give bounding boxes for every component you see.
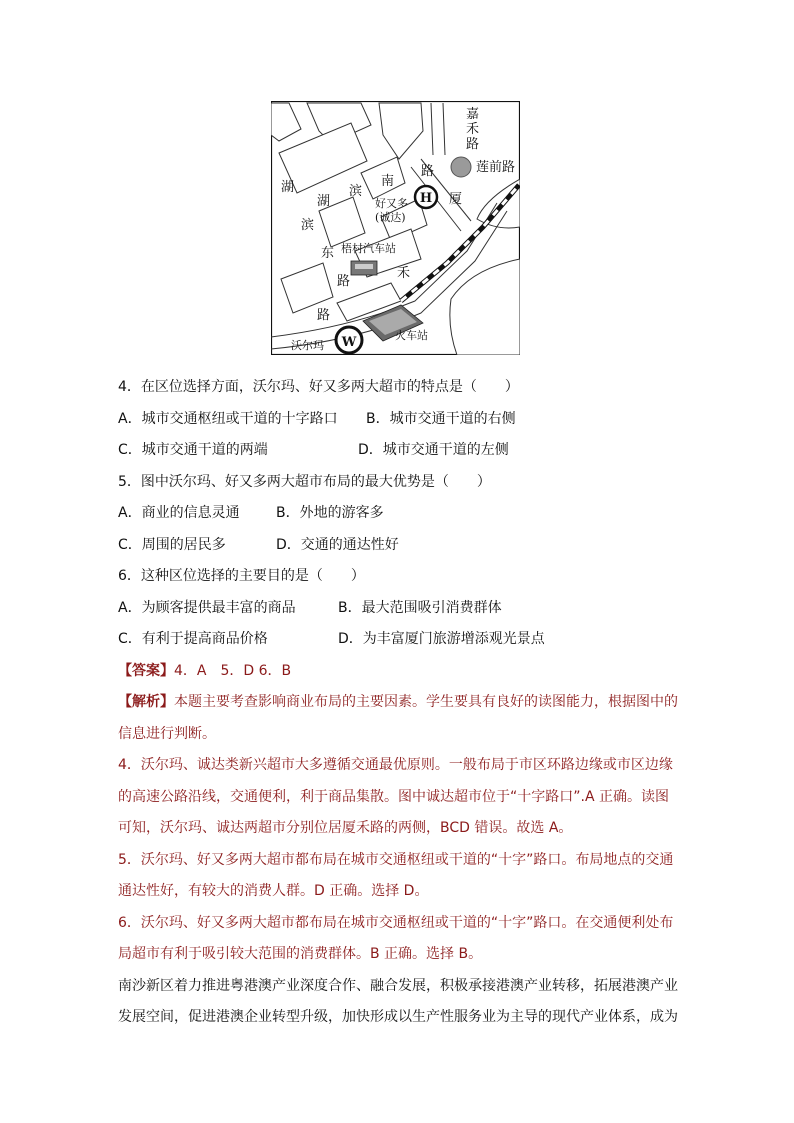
label-bin-top: 滨 <box>349 184 363 199</box>
next-passage: 南沙新区着力推进粤港澳产业深度合作、融合发展，积极承接港澳产业转移，拓展港澳产业发展空间，促进港澳企业转型升级，加快形成以生产性服务业为主导的现代产业体系，成为 <box>118 977 678 1025</box>
label-hu-left: 湖 <box>281 180 295 195</box>
label-lu-left: 路 <box>337 274 351 289</box>
label-xia: 厦 <box>449 192 463 207</box>
label-train-station: 火车站 <box>395 329 428 342</box>
w-marker-letter: W <box>341 335 357 350</box>
question-5-options-row-1 <box>118 498 678 530</box>
option-5d[interactable]: D．交通的通达性好 <box>276 536 399 553</box>
option-5a[interactable]: A．商业的信息灵通 <box>118 505 240 521</box>
label-nan: 南 <box>381 174 395 189</box>
city-map <box>271 101 520 355</box>
question-4-options-row-2 <box>118 435 678 467</box>
label-wucun-bus-station: 梧村汽车站 <box>341 242 396 255</box>
answer-text: 4．A 5．D 6．B <box>174 662 292 679</box>
option-5c[interactable]: C．周围的居民多 <box>118 536 226 553</box>
analysis-question-4: 4．沃尔玛、诚达类新兴超市大多遵循交通最优原则。一般布局于市区环路边缘或市区边缘的高速公路沿线，交通便利，利于商品集散。图中诚达超市位于“十字路口”.A 正确。读图可知，沃尔玛、诚达两超市分别位居厦禾路的两侧，BCD 错误。故选 A。 <box>118 757 673 836</box>
label-dong: 东 <box>321 246 335 261</box>
question-6-stem: 6．这种区位选择的主要目的是（ ） <box>118 568 365 584</box>
label-jiahe-2: 禾 <box>466 122 480 137</box>
question-6-options-row-2 <box>118 624 678 656</box>
option-4c[interactable]: C．城市交通干道的两端 <box>118 442 268 458</box>
question-content <box>118 372 678 1034</box>
analysis-intro <box>118 687 678 750</box>
label-bin-left: 滨 <box>301 218 315 233</box>
question-4-stem: 4．在区位选择方面，沃尔玛、好又多两大超市的特点是（ ） <box>118 379 519 395</box>
label-lu-bottom: 路 <box>317 308 331 323</box>
analysis-question-6: 6．沃尔玛、好又多两大超市都布局在城市交通枢纽或干道的“十字”路口。在交通便利处布局超市有利于吸引较大范围的消费群体。B 正确。选择 B。 <box>118 914 674 962</box>
answer-line <box>118 656 678 688</box>
label-haoyouduo: 好又多 <box>375 197 408 210</box>
label-chengda: (诚达) <box>375 211 406 224</box>
question-5-stem: 5．图中沃尔玛、好又多两大超市布局的最大优势是（ ） <box>118 473 491 490</box>
option-6d[interactable]: D．为丰富厦门旅游增添观光景点 <box>338 631 545 647</box>
label-woerma: 沃尔玛 <box>291 339 324 352</box>
label-hu-top: 湖 <box>317 194 331 209</box>
label-he: 禾 <box>397 266 411 281</box>
question-4-options-row-1 <box>118 404 678 436</box>
h-marker-letter: H <box>419 191 433 206</box>
option-4d[interactable]: D．城市交通干道的左侧 <box>358 442 509 458</box>
question-5-options-row-2 <box>118 530 678 562</box>
analysis-label: 【解析】 <box>118 694 174 710</box>
option-6b[interactable]: B．最大范围吸引消费群体 <box>338 599 502 616</box>
label-jiahe-1: 嘉 <box>466 107 480 122</box>
label-jiahe-3: 路 <box>466 137 480 152</box>
option-5b[interactable]: B．外地的游客多 <box>276 505 384 521</box>
option-6a[interactable]: A．为顾客提供最丰富的商品 <box>118 599 296 616</box>
bus-station-icon <box>351 261 377 275</box>
label-lu-top: 路 <box>421 164 435 179</box>
analysis-intro-text: 本题主要考查影响商业布局的主要因素。学生要具有良好的读图能力，根据图中的信息进行判断。 <box>118 694 678 742</box>
label-lianqian-road: 莲前路 <box>476 160 516 175</box>
option-4a[interactable]: A．城市交通枢纽或干道的十字路口 <box>118 410 338 427</box>
answer-label: 【答案】 <box>118 662 174 679</box>
analysis-question-5: 5．沃尔玛、好又多两大超市都布局在城市交通枢纽或干道的“十字”路口。布局地点的交通通达性好，有较大的消费人群。D 正确。选择 D。 <box>118 851 674 899</box>
question-6-options-row-1 <box>118 593 678 625</box>
option-4b[interactable]: B．城市交通干道的右侧 <box>366 410 516 427</box>
option-6c[interactable]: C．有利于提高商品价格 <box>118 631 268 647</box>
